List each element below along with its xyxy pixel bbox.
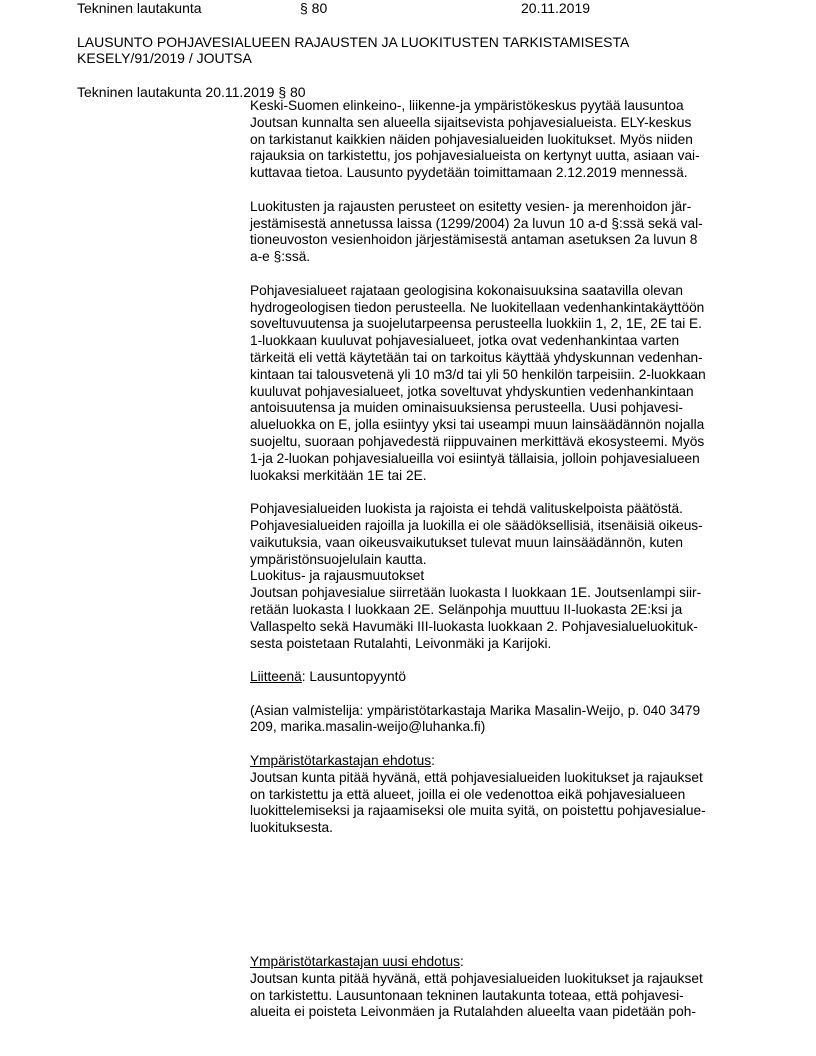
text-line: kuttavaa tietoa. Lausunto pyydetään toimittamaan 2.12.2019 mennessä. [250,165,688,181]
text-line: 1-ja 2-luokan pohjavesialueilla voi esiintyä tällaisia, jolloin pohjavesialueen [250,450,700,466]
paragraph-classification [250,283,750,485]
text-line: Vallaspelto sekä Havumäki III-luokasta luokkaan 2. Pohjavesialueluokituk- [250,618,698,634]
header-committee: Tekninen lautakunta [77,0,202,16]
text-line: alueita ei poisteta Leivonmäen ja Rutalahden alueelta vaan pidetään poh- [250,1004,696,1020]
proposal-section [250,753,750,837]
text-line: luokaksi merkitään 1E tai 2E. [250,467,427,483]
text-line: (Asian valmistelija: ympäristötarkastaja Marika Masalin-Weijo, p. 040 3479 [250,702,701,718]
new-proposal-section [250,954,750,1021]
title-reference: KESELY/91/2019 / JOUTSA [77,50,252,66]
text-line: luokittelemiseksi ja rajaamiseksi ole muita syitä, on poistettu pohjavesialue- [250,803,706,819]
text-line: Pohjavesialueiden luokista ja rajoista ei tehdä valituskelpoista päätöstä. [250,501,683,517]
text-line: vaikutuksia, vaan oikeusvaikutukset tulevat muun lainsäädännön, kuten [250,534,683,550]
paragraph-legal-basis [250,199,750,266]
text-line: hydrogeologisen tiedon perusteella. Ne luokitellaan vedenhankintakäyttöön [250,299,705,315]
text-line: luokituksesta. [250,820,333,836]
attachment-line [250,669,750,686]
paragraph-changes [250,568,750,652]
proposal-heading: Ympäristötarkastajan ehdotus [250,753,432,769]
header-section: § 80 [300,0,328,16]
document-title [77,34,777,66]
text-line: alueluokka on E, jolla esiintyy yksi tai useampi muun lainsäädännön nojalla [250,417,705,433]
text-line: 1-luokkaan kuuluvat pohjavesialueet, jotka ovat vedenhankintaa varten [250,333,680,349]
text-line: sesta poistetaan Rutalahti, Leivonmäki ja Karijoki. [250,635,552,651]
text-line: Joutsan kunnalta sen alueella sijaitsevista pohjavesialueista. ELY-keskus [250,114,692,130]
paragraph-legal-effects [250,501,750,568]
text-line: Pohjavesialueet rajataan geologisina kokonaisuuksina saatavilla olevan [250,282,683,298]
text-line: jestämisestä annetussa laissa (1299/2004) 2a luvun 10 a-d §:ssä sekä val- [250,215,703,231]
proposal-colon: : [431,753,435,769]
document-body [250,98,750,1021]
text-line: Joutsan kunta pitää hyvänä, että pohjavesialueiden luokitukset ja rajaukset [250,970,703,986]
preparer-info [250,703,750,737]
changes-heading: Luokitus- ja rajausmuutokset [250,568,425,584]
attachment-text: : Lausuntopyyntö [301,669,407,685]
text-line: retään luokasta I luokkaan 2E. Selänpohja muuttuu II-luokasta 2E:ksi ja [250,601,683,617]
text-line: kuuluvat pohjavesialueet, jotka soveltuvat yhdyskuntien vedenhankintaan [250,383,694,399]
text-line: Keski-Suomen elinkeino-, liikenne-ja ympäristökeskus pyytää lausuntoa [250,98,684,113]
text-line: Luokitusten ja rajausten perusteet on esitetty vesien- ja merenhoidon jär- [250,198,692,214]
text-line: Pohjavesialueiden rajoilla ja luokilla ei ole säädöksellisiä, itsenäisiä oikeus- [250,517,703,533]
text-line: kintaan tai talousvetenä yli 10 m3/d tai yli 50 henkilön tarpeisiin. 2-luokkaan [250,366,706,382]
text-line: suojeltu, suoraan pohjavedestä riippuvainen merkittävä ekosysteemi. Myös [250,433,705,449]
text-line: on tarkistettu. Lausuntonaan tekninen lautakunta toteaa, että pohjavesi- [250,987,684,1003]
text-line: on tarkistanut kaikkien näiden pohjavesialueiden luokitukset. Myös niiden [250,131,693,147]
text-line: a-e §:ssä. [250,249,311,265]
text-line: Joutsan kunta pitää hyvänä, että pohjavesialueiden luokitukset ja rajaukset [250,769,703,785]
text-line: on tarkistettu ja että alueet, joilla ei ole vedenottoa eikä pohjavesialueen [250,786,686,802]
new-proposal-colon: : [460,954,464,970]
text-line: rajauksia on tarkistettu, jos pohjavesialueista on kertynyt uutta, asiaan vai- [250,148,700,164]
text-line: 209, marika.masalin-weijo@luhanka.fi) [250,719,486,735]
new-proposal-heading: Ympäristötarkastajan uusi ehdotus [250,954,460,970]
text-line: Joutsan pohjavesialue siirretään luokasta I luokkaan 1E. Joutsenlampi siir- [250,585,702,601]
attachment-label: Liitteenä [250,669,302,685]
page-header [0,0,816,18]
text-line: ympäristönsuojelulain kautta. [250,551,427,567]
text-line: tärkeitä eli vettä käytetään tai on tarkoitus käyttää yhdyskunnan vedenhan- [250,349,703,365]
text-line: soveltuvuutensa ja suojelutarpeensa perusteella luokkiin 1, 2, 1E, 2E tai E. [250,316,702,332]
paragraph-request [250,98,750,182]
text-line: antoisuutensa ja muiden ominaisuuksiensa perusteella. Uusi pohjavesi- [250,400,683,416]
meeting-reference: Tekninen lautakunta 20.11.2019 § 80 [77,84,306,100]
title-line: LAUSUNTO POHJAVESIALUEEN RAJAUSTEN JA LUOKITUSTEN TARKISTAMISESTA [77,34,630,50]
text-line: tioneuvoston vesienhoidon järjestämisestä antaman asetuksen 2a luvun 8 [250,232,698,248]
header-date: 20.11.2019 [521,0,591,16]
